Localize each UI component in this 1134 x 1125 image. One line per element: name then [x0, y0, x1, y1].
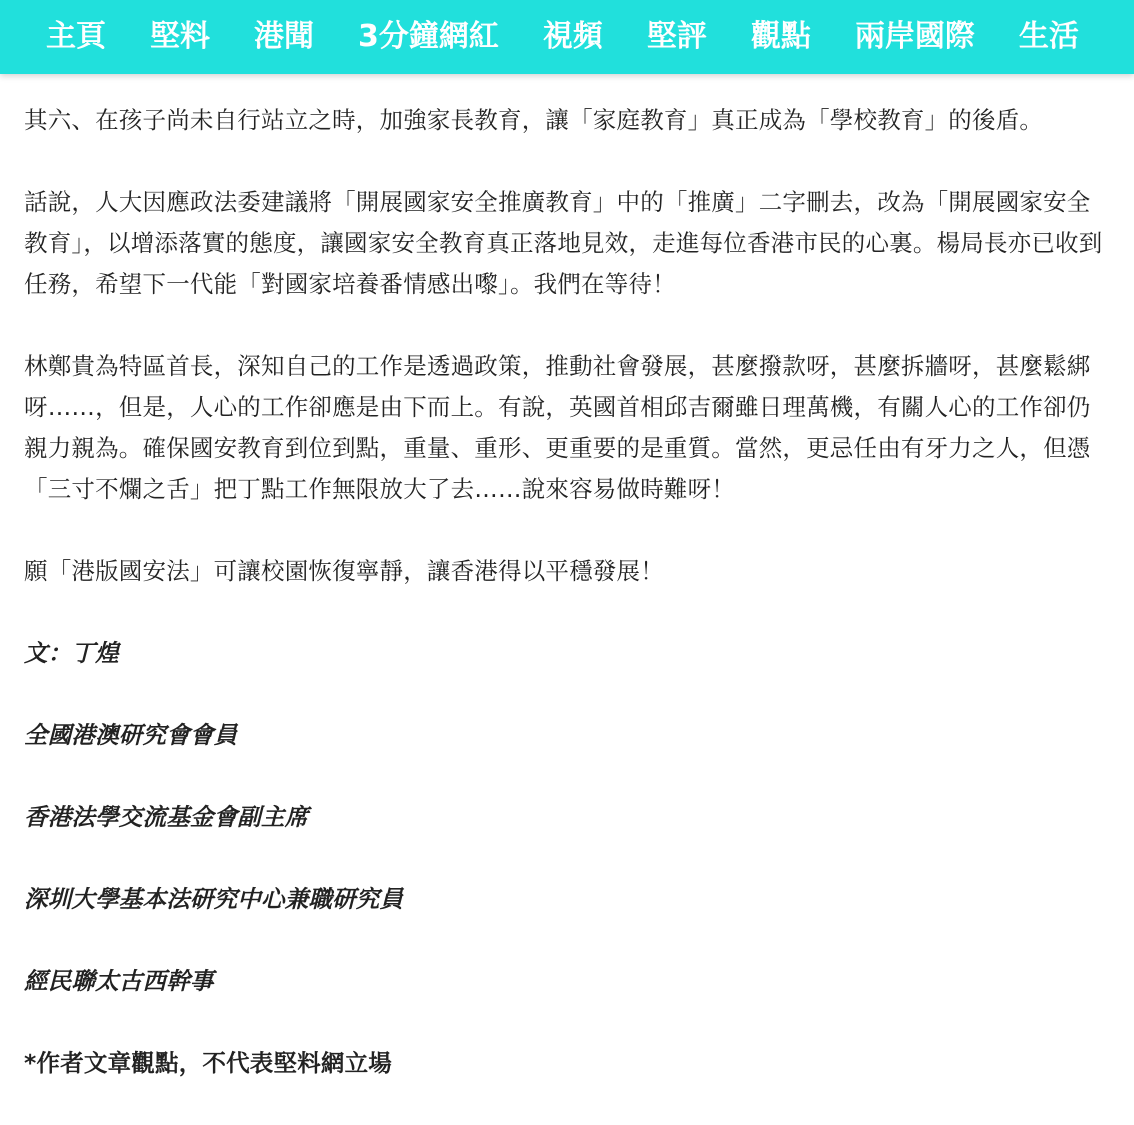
nav-item-3min-influencer[interactable]: 3分鐘網紅: [358, 19, 499, 54]
article-paragraph: 其六、在孩子尚未自行站立之時，加強家長教育，讓「家庭教育」真正成為「學校教育」的後盾。: [24, 106, 1044, 134]
author-title: 香港法學交流基金會副主席: [24, 803, 309, 831]
author-name: 文：丁煌: [24, 639, 119, 667]
article-paragraph: 願「港版國安法」可讓校園恢復寧靜，讓香港得以平穩發展！: [24, 557, 664, 585]
article-paragraph: 話說，人大因應政法委建議將「開展國家安全推廣教育」中的「推廣」二字刪去，改為「開展國家安全教育」，以增添落實的態度，讓國家安全教育真正落地見效，走進每位香港市民的心裏。楊局長亦已收到任務，希望下一代能「對國家培養番情感出嚟」。我們在等待！: [24, 188, 1103, 298]
author-title: 經民聯太古西幹事: [24, 967, 214, 995]
author-title: 深圳大學基本法研究中心兼職研究員: [24, 885, 404, 913]
article-body: [24, 100, 1112, 1125]
nav-item-scoop[interactable]: 堅料: [150, 19, 210, 54]
article-paragraph: 林鄭貴為特區首長，深知自己的工作是透過政策，推動社會發展，甚麼撥款呀，甚麼拆牆呀，甚麼鬆綁呀……，但是，人心的工作卻應是由下而上。有說，英國首相邱吉爾雖日理萬機，有關人心的工作卻仍親力親為。確保國安教育到位到點，重量、重形、更重要的是重質。當然，更忌任由有牙力之人，但憑「三寸不爛之舌」把丁點工作無限放大了去……說來容易做時難呀！: [24, 352, 1091, 503]
nav-item-cross-strait-intl[interactable]: 兩岸國際: [854, 19, 975, 54]
nav-menu: [0, 0, 1134, 74]
nav-item-home[interactable]: 主頁: [46, 19, 106, 54]
nav-item-video[interactable]: 視頻: [542, 19, 603, 54]
disclaimer-note: *作者文章觀點，不代表堅料網立場: [24, 1049, 392, 1077]
nav-item-lifestyle[interactable]: 生活: [1018, 19, 1079, 54]
nav-item-hk-news[interactable]: 港聞: [254, 19, 314, 54]
nav-item-commentary[interactable]: 堅評: [646, 19, 707, 54]
top-navigation-bar: [0, 0, 1134, 74]
author-title: 全國港澳研究會會員: [24, 721, 238, 749]
nav-item-opinion[interactable]: 觀點: [750, 19, 811, 54]
